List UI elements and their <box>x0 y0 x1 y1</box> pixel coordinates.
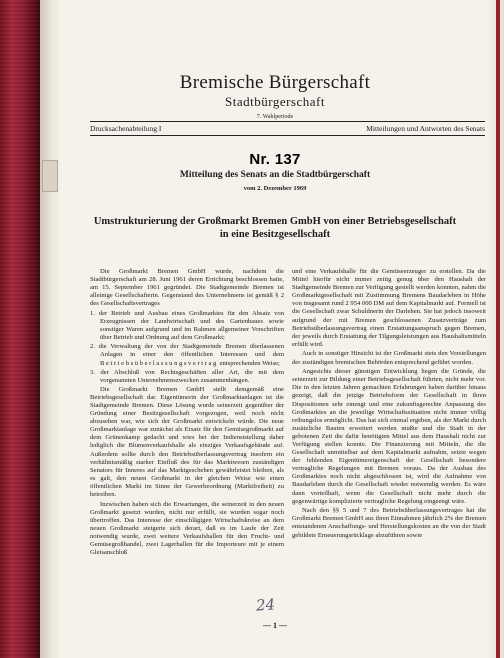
topic-line-1: Umstrukturierung der Großmarkt Bremen GmbH von einer Betriebsgesellschaft <box>93 216 457 227</box>
paragraph: Angesichts dieser günstigen Entwicklung liegen die Gründe, die seinerzeit zur Bildung einer Betriebsgesellschaft führten, nicht mehr vor. Die in den letzten Jahren gemachten Erfahrungen haben darüber hinaus gezeigt, daß die jetzige Betriebsform der Gesellschaft in ihren Dispositionen sehr einengt und eine zukunftsgerechte Anpassung des Großmarktes an die jeweilige Wirtschaftssituation nicht immer völlig reibungslos ermöglicht. Das hat sich einmal ergeben, als der Markt durch zusätzliche Bauten erweitert werden mußte und die Stadt in der gebotenen Zeit die dafür benötigten Mittel aus dem Haushalt nicht zur Verfügung stellen konnte. Die Finanzierung mit Mitteln, die die Gesellschaft unmittelbar auf dem Kapitalmarkt aufnahm, setzte wegen der fehlenden Eigentümereigenschaft der Gesellschaft besondere vertragliche Regelungen mit Bremen voraus. Da der Ausbau des Großmarktes noch nicht abgeschlossen ist, wird die Aufnahme von Baudarlehen durch die Gesellschaft wieder notwendig werden. Es wäre dann vorteilhaft, wenn die Gesellschaft nicht mehr durch die gegenwärtige komplizierte vertragliche Regelung eingeengt wäre. <box>292 368 486 505</box>
paragraph: Inzwischen haben sich die Erwartungen, die seinerzeit in den neuen Großmarkt gesetzt wurden, nicht nur erfüllt, sie wurden sogar noch übertroffen. Das Interesse der einschlägigen Wirtschaftskreise an dem neuen Großmarkt steigerte sich derart, daß es im Laufe der Zeit notwendig wurde, zwei weitere Verkaufshallen für den Frucht- und Gemüsegroßhandel, zwei Lagerhallen für die Importeure mit je einem Gleisanschluß <box>90 500 284 557</box>
list-item-text: entsprechenden Weise; <box>219 359 280 367</box>
header-rule-bottom <box>90 135 485 136</box>
paragraph: Auch in sonstiger Hinsicht ist der Großmarkt stets den Vorstellungen der zuständigen bremischen Behörden entsprechend geführt worden. <box>292 350 486 366</box>
binder-cover-edge <box>496 0 500 658</box>
list-item-text: 2. die Verwaltung der von der Stadtgemeinde Bremen überlassenen Anlagen in einer den öffentlichen Interessen und dem <box>90 343 284 359</box>
document-date: vom 2. Dezember 1969 <box>243 185 307 192</box>
binder-clip <box>42 160 58 192</box>
topic-line-2: in eine Besitzgesellschaft <box>219 229 331 240</box>
header-rule-top <box>90 121 485 122</box>
document-page <box>60 0 490 658</box>
topic-title <box>60 215 490 241</box>
page-number: — 1 — <box>263 621 287 630</box>
paragraph: Nach den §§ 5 und 7 des Betriebsüberlassungsvertrages hat die Großmarkt Bremen GmbH aus ihren Einnahmen jährlich 2% der Bremen entstandenen Anschaffungs- und Herstellungskosten an die von der Stadt gebildete Erneuerungsrücklage abzuführen sowie <box>292 507 486 539</box>
spaced-term: Betriebsüberlassungsvertrag <box>100 359 218 367</box>
binder-edge <box>40 0 60 658</box>
list-item: 3. der Abschluß von Rechtsgeschäften aller Art, die mit dem vorgenannten Unternehmenszwecken zusammenhängen. <box>90 368 284 384</box>
document-category: Mitteilungen und Antworten des Senats <box>366 124 485 133</box>
handwritten-annotation: 24 <box>255 595 276 615</box>
print-department: Drucksachenabteilung I <box>90 124 162 133</box>
list-item: 1. der Betrieb und Ausbau eines Großmarktes für den Absatz von Erzeugnissen der Landwirtschaft und des Gartenbaues sowie sonstiger Waren aufgrund und im Rahmen allgemeiner Vorschriften über Betrieb und Ordnung auf dem Großmarkt; <box>90 309 284 342</box>
list-item <box>90 343 284 367</box>
chamber-subtitle: Stadtbürgerschaft <box>225 94 325 109</box>
parliament-title: Bremische Bürgerschaft <box>179 72 371 93</box>
legislative-period: 7. Wahlperiode <box>256 114 294 120</box>
left-column <box>90 268 284 559</box>
right-column <box>292 268 486 541</box>
paragraph: Die Großmarkt Bremen GmbH wurde, nachdem die Stadtbürgerschaft am 28. Juni 1961 deren Errichtung beschlossen hatte, am 15. September 1961 gegründet. Die Stadtgemeinde Bremen ist alleinige Gesellschafterin. Gegenstand des Unternehmens ist gemäß § 2 des Gesellschaftsvertrages <box>90 268 284 308</box>
document-heading: Mitteilung des Senats an die Stadtbürgerschaft <box>179 170 371 180</box>
document-number: Nr. 137 <box>249 151 301 168</box>
paragraph: Die Großmarkt Bremen GmbH stellt demgemäß eine Betriebsgesellschaft dar. Eigentümerin der Großmarktanlagen ist die Stadtgemeinde Bremen. Diese Lösung wurde seinerzeit gegenüber der Gründung einer Besitzgesellschaft vorgezogen, weil noch nicht abzusehen war, wie sich der Großmarkt entwickeln würde. Die neue Großmarktanlage war zunächst als Ersatz für den Gemüsegroßmarkt auf dem Grünenkamp gedacht und wies bei der Indienststellung daher lediglich die Blumenverkaufshalle als einziges Verkaufsgebäude auf. Außerdem sollte durch den Betriebsüberlassungsvertrag insofern ein verhältnismäßig starker Einfluß des für das Marktwesen zuständigen Senators für Inneres auf das Marktgeschehen gewährleistet bleiben, als es galt, den neuen Großmarkt in der gleichen Weise wie einen öffentlichen Markt im Sinne der Gewerbeordnung (Marktfreiheit) zu betreiben. <box>90 385 284 499</box>
paragraph: und eine Verkaufshalle für die Gemüseerzeuger zu erstellen. Da die Mittel hierfür nicht immer zeitig genug über den Haushalt der Stadtgemeinde Bremen zur Verfügung gestellt werden konnten, nahm die Großmarktgesellschaft mit Zustimmung Bremens Baudarlehen in Höhe von insgesamt rund 2 954 000 DM auf dem Kapitalmarkt auf. Formell ist die Gesellschaft zwar Schuldnerin der Darlehen. Sie hat jedoch insoweit aufgrund der mit Bremen geschlossenen Zusatzverträge zum Betriebsüberlassungsvertrag einen Erstattungsanspruch gegen Bremen, der jeweils durch Erstattung der Tilgungsleistungen aus Haushaltsmitteln erfüllt wird. <box>292 268 486 348</box>
binder-spine <box>0 0 40 658</box>
